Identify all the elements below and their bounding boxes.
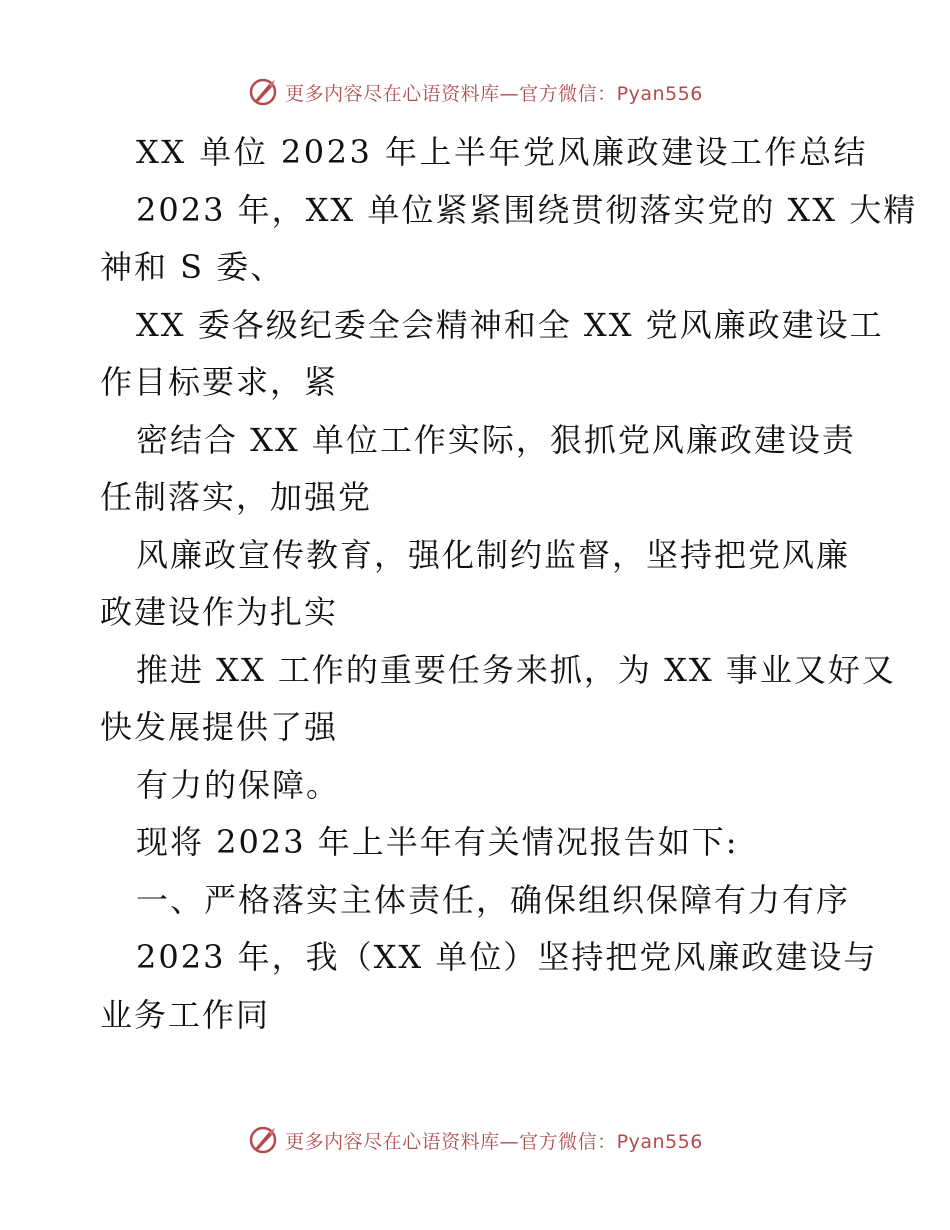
paragraph-line: 有力的保障。 (136, 765, 341, 804)
watermark-footer (0, 1120, 950, 1160)
quill-logo-icon (247, 1124, 279, 1156)
section-heading: 一、严格落实主体责任，确保组织保障有力有序 (136, 880, 851, 919)
paragraph-line: 快发展提供了强 (100, 708, 339, 746)
paragraph-line: 作目标要求，紧 (100, 363, 339, 401)
paragraph-line: 2023 年，我（XX 单位）坚持把党风廉政建设与 (136, 938, 878, 976)
paragraph-line: 政建设作为扎实 (100, 593, 339, 631)
paragraph-line: 推进 XX 工作的重要任务来抓，为 XX 事业又好又 (136, 650, 896, 689)
paragraph-line: 密结合 XX 单位工作实际，狠抓党风廉政建设责 (136, 420, 856, 459)
watermark-text: 更多内容尽在心语资料库—官方微信：Pyan556 (285, 82, 703, 105)
paragraph-line: 业务工作同 (100, 995, 271, 1034)
watermark-text: 更多内容尽在心语资料库—官方微信：Pyan556 (285, 1130, 703, 1153)
document-body (100, 124, 918, 1044)
watermark-header (0, 72, 950, 112)
paragraph-line: 风廉政宣传教育，强化制约监督，坚持把党风廉 (136, 535, 851, 574)
paragraph-line: 2023 年，XX 单位紧紧围绕贯彻落实党的 XX 大精 (136, 190, 918, 229)
paragraph-line: 任制落实，加强党 (100, 478, 373, 516)
paragraph-line: 现将 2023 年上半年有关情况报告如下: (136, 823, 739, 861)
document-title: XX 单位 2023 年上半年党风廉政建设工作总结 (136, 133, 869, 171)
quill-logo-icon (247, 76, 279, 108)
paragraph-line: 神和 S 委、 (100, 248, 285, 286)
paragraph-line: XX 委各级纪委全会精神和全 XX 党风廉政建设工 (136, 305, 884, 344)
